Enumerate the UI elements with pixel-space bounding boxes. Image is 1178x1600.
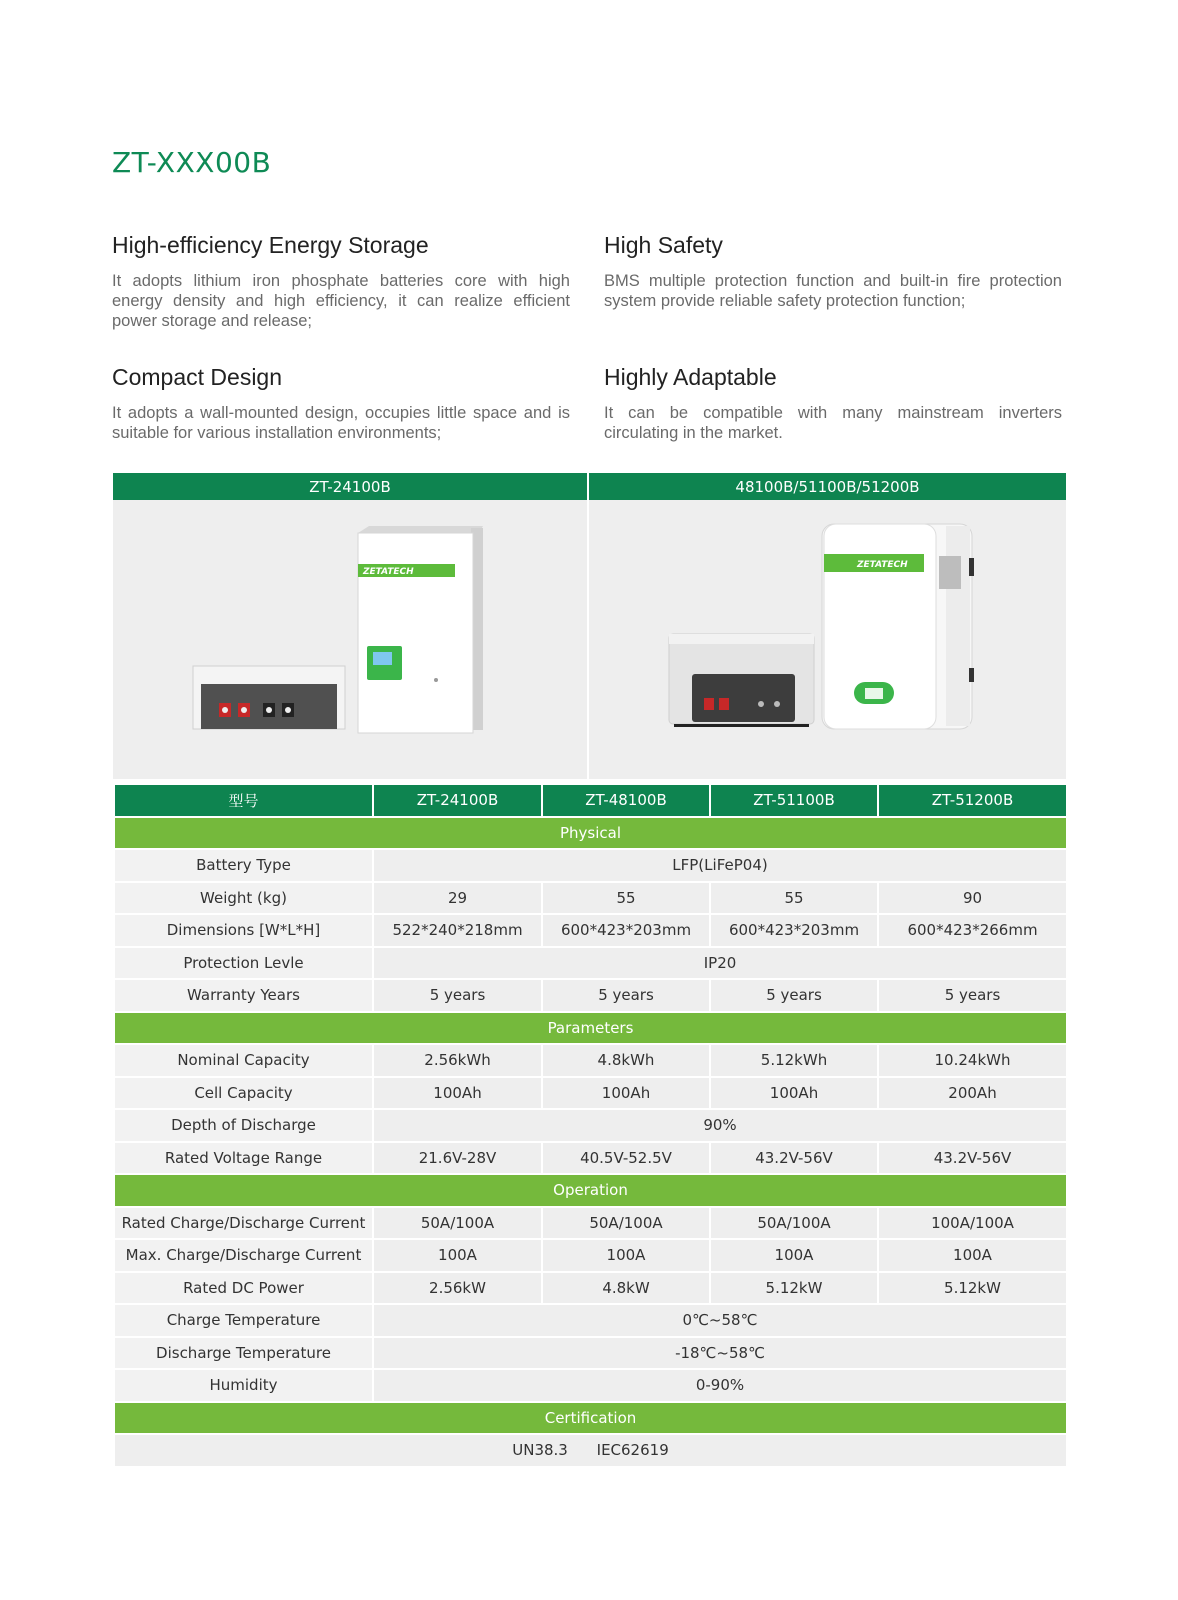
table-cell: 50A/100A [373, 1207, 542, 1240]
table-row [114, 1044, 1067, 1077]
table-cell: 100Ah [373, 1077, 542, 1110]
table-cell: 5 years [542, 979, 710, 1012]
row-label: Rated DC Power [114, 1272, 373, 1305]
table-cell: 5 years [878, 979, 1067, 1012]
section-parameters [114, 1012, 1067, 1045]
header-cell: ZT-24100B [373, 784, 542, 817]
table-header [114, 784, 1067, 817]
product-images [113, 473, 1066, 779]
table-cell: 5 years [710, 979, 878, 1012]
table-cell: 100A [542, 1239, 710, 1272]
table-cell: 43.2V-56V [710, 1142, 878, 1175]
feature-highly-adaptable [604, 364, 1062, 443]
row-label: Charge Temperature [114, 1304, 373, 1337]
table-row [114, 1109, 1067, 1142]
table-cell: 5.12kW [710, 1272, 878, 1305]
table-cell: 600*423*203mm [710, 914, 878, 947]
table-row [114, 849, 1067, 882]
table-row [114, 1272, 1067, 1305]
section-title: Parameters [114, 1012, 1067, 1045]
table-cell: 100A [373, 1239, 542, 1272]
table-cell: 55 [542, 882, 710, 915]
table-cell: 200Ah [878, 1077, 1067, 1110]
feature-text: It adopts lithium iron phosphate batteries core with high energy density and high efficiency, it can realize efficient power storage and release; [112, 272, 570, 330]
table-cell: 10.24kWh [878, 1044, 1067, 1077]
brand-logo: ZETATECH [857, 560, 908, 570]
certification-item: IEC62619 [596, 1441, 669, 1460]
table-cell: 522*240*218mm [373, 914, 542, 947]
feature-high-safety [604, 232, 1062, 311]
table-cell: 0℃~58℃ [373, 1304, 1067, 1337]
table-row [114, 1239, 1067, 1272]
row-label: Weight (kg) [114, 882, 373, 915]
table-cell: 2.56kWh [373, 1044, 542, 1077]
certification-item: UN38.3 [512, 1441, 568, 1460]
section-certification [114, 1402, 1067, 1435]
row-label: Protection Levle [114, 947, 373, 980]
table-row [114, 1077, 1067, 1110]
table-row [114, 947, 1067, 980]
row-label: Dimensions [W*L*H] [114, 914, 373, 947]
header-cell: 型号 [114, 784, 373, 817]
product-label: 48100B/51100B/51200B [589, 473, 1066, 500]
table-cell: 100Ah [542, 1077, 710, 1110]
certification-list [114, 1434, 1067, 1467]
row-label: Rated Voltage Range [114, 1142, 373, 1175]
table-cell: 50A/100A [542, 1207, 710, 1240]
feature-heading: Highly Adaptable [604, 364, 777, 390]
table-row [114, 1434, 1067, 1467]
row-label: Cell Capacity [114, 1077, 373, 1110]
feature-text: It can be compatible with many mainstream inverters circulating in the market. [604, 404, 1062, 442]
battery-24v-illustration [183, 518, 513, 753]
feature-heading: Compact Design [112, 364, 283, 390]
table-cell: 90% [373, 1109, 1067, 1142]
spec-table [113, 783, 1068, 1468]
table-cell: 600*423*266mm [878, 914, 1067, 947]
header-cell: ZT-48100B [542, 784, 710, 817]
table-cell: LFP(LiFeP04) [373, 849, 1067, 882]
table-row [114, 1369, 1067, 1402]
table-cell: 5 years [373, 979, 542, 1012]
section-title: Operation [114, 1174, 1067, 1207]
table-cell: -18℃~58℃ [373, 1337, 1067, 1370]
table-cell: 2.56kW [373, 1272, 542, 1305]
table-cell: 5.12kW [878, 1272, 1067, 1305]
section-title: Physical [114, 817, 1067, 850]
table-cell: 4.8kW [542, 1272, 710, 1305]
feature-compact-design [112, 364, 570, 443]
table-cell: 50A/100A [710, 1207, 878, 1240]
row-label: Battery Type [114, 849, 373, 882]
feature-energy-storage [112, 232, 570, 331]
table-cell: 90 [878, 882, 1067, 915]
table-row [114, 979, 1067, 1012]
feature-heading: High Safety [604, 232, 723, 258]
table-cell: 29 [373, 882, 542, 915]
row-label: Rated Charge/Discharge Current [114, 1207, 373, 1240]
page-title: ZT-XXX00B [112, 146, 272, 179]
row-label: Humidity [114, 1369, 373, 1402]
product-label: ZT-24100B [113, 473, 587, 500]
feature-text: BMS multiple protection function and built-in fire protection system provide reliable safety protection function; [604, 272, 1062, 310]
table-cell: 55 [710, 882, 878, 915]
table-cell: 4.8kWh [542, 1044, 710, 1077]
section-physical [114, 817, 1067, 850]
table-row [114, 882, 1067, 915]
row-label: Depth of Discharge [114, 1109, 373, 1142]
table-row [114, 914, 1067, 947]
table-cell: 100A/100A [878, 1207, 1067, 1240]
product-zt-24100b [113, 473, 589, 779]
table-cell: 40.5V-52.5V [542, 1142, 710, 1175]
table-cell: 21.6V-28V [373, 1142, 542, 1175]
table-cell: 5.12kWh [710, 1044, 878, 1077]
table-row [114, 1304, 1067, 1337]
table-cell: 600*423*203mm [542, 914, 710, 947]
table-row [114, 1337, 1067, 1370]
row-label: Discharge Temperature [114, 1337, 373, 1370]
battery-48v-illustration [664, 518, 994, 753]
table-row [114, 1142, 1067, 1175]
table-cell: 43.2V-56V [878, 1142, 1067, 1175]
table-cell: IP20 [373, 947, 1067, 980]
feature-text: It adopts a wall-mounted design, occupies little space and is suitable for various installation environments; [112, 404, 570, 442]
table-cell: 100A [878, 1239, 1067, 1272]
table-cell: 100A [710, 1239, 878, 1272]
section-operation [114, 1174, 1067, 1207]
feature-heading: High-efficiency Energy Storage [112, 232, 429, 258]
section-title: Certification [114, 1402, 1067, 1435]
product-48100b-51100b-51200b [589, 473, 1066, 779]
brand-logo: ZETATECH [363, 567, 414, 577]
row-label: Max. Charge/Discharge Current [114, 1239, 373, 1272]
table-cell: 0-90% [373, 1369, 1067, 1402]
table-row [114, 1207, 1067, 1240]
row-label: Warranty Years [114, 979, 373, 1012]
table-cell: 100Ah [710, 1077, 878, 1110]
header-cell: ZT-51100B [710, 784, 878, 817]
header-cell: ZT-51200B [878, 784, 1067, 817]
row-label: Nominal Capacity [114, 1044, 373, 1077]
